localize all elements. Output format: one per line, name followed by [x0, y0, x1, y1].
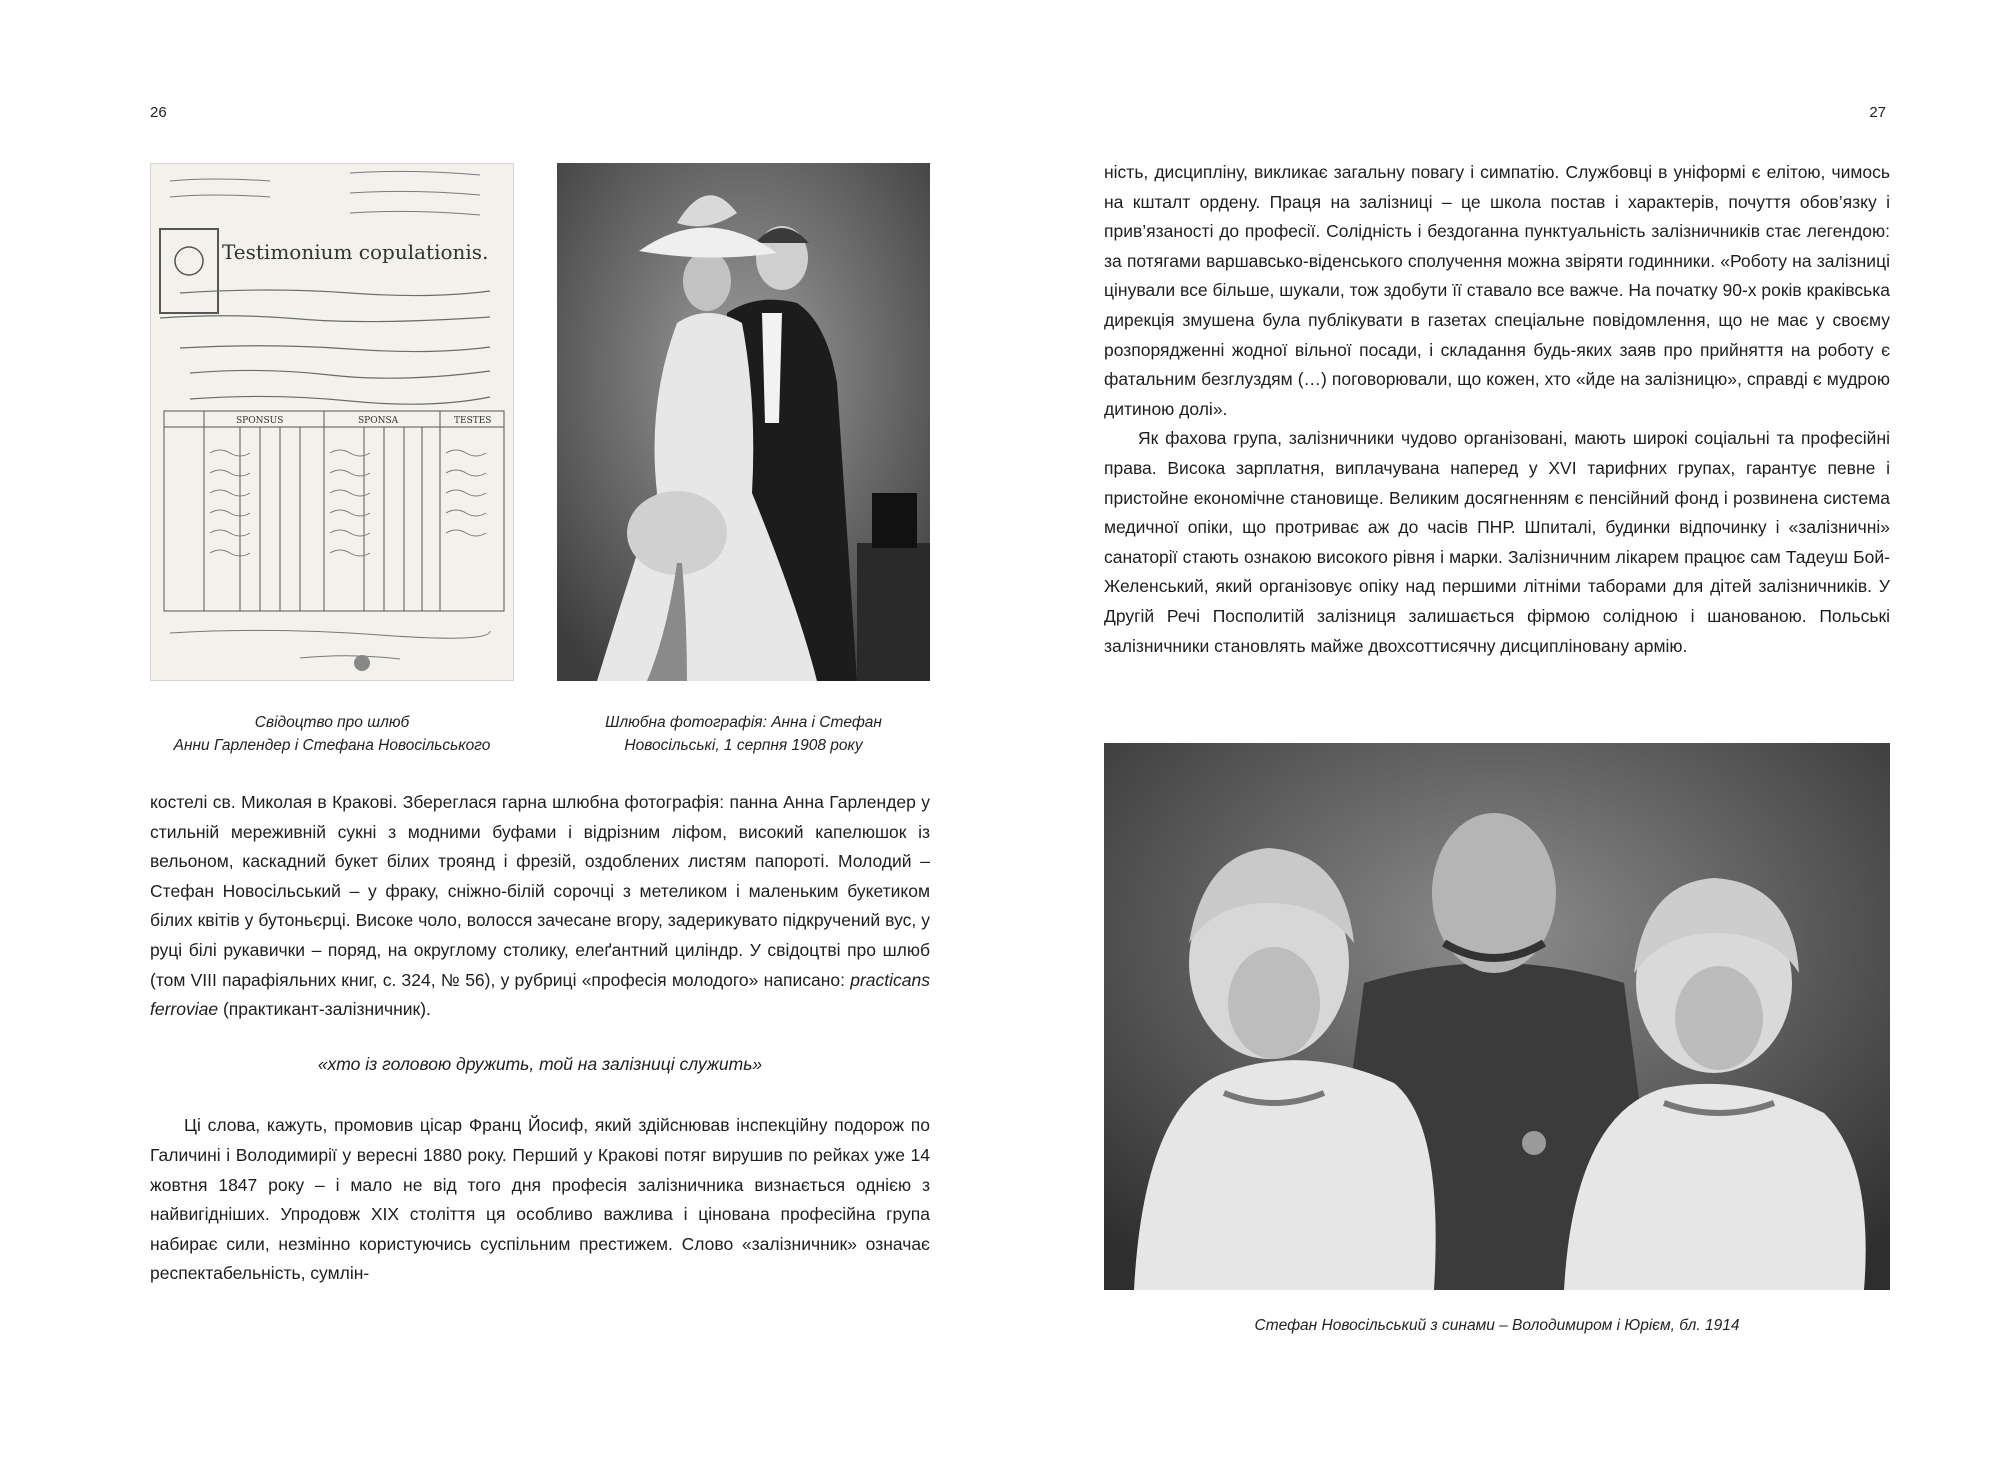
wedding-photo-image	[557, 163, 930, 681]
wedding-caption-line2: Новосільські, 1 серпня 1908 року	[624, 737, 863, 754]
left-paragraph-1-start: костелі св. Миколая в Кракові. Збереглася гарна шлюбна фотографія: панна Анна Гарлендер у стильній мереживній сукні з модними буфами і відрізним ліфом, високий капелюшок із вельоном, каскадний букет білих троянд і фрезій, оздоблених листям папороті. Молодий – Стефан Новосільський – у фраку, сніжно-білій сорочці з метеликом і маленьким букетиком білих квітів у бутоньєрці. Високе чоло, волосся зачесане вгору, задерикувато підкручений вус, у руці білі рукавички – поряд, на округлому столику, елеґантний циліндр. У свідоцтві про шлюб (том VIII парафіяльних книг, с. 324, № 56), у рубриці «професія молодого» написано:	[150, 792, 930, 990]
right-paragraph-1: ність, дисципліну, викликає загальну повагу і симпатію. Службовці в уніформі є елітою, чимось на кшталт ордену. Праця на залізниці – це школа постав і характерів, почуття обов’язку і прив’язаності до професії. Солідність і бездоганна пунктуальність залізничників стає легендою: за потягами варшавсько-віденського сполучення можна звіряти годинники. «Роботу на залізниці цінували все більше, шукали, тож здобути її ставало все важче. На початку 90-х років краківська дирекція змушена була публікувати в газетах спеціальне повідомлення, що не має у своєму розпорядженні жодної вільної посади, і складання будь-яких заяв про прийняття на роботу є фатальним безглуздям (…) поговорювали, що кожен, хто «йде на залізницю», справді є мудрою дитиною долі».	[1104, 162, 1890, 419]
certificate-col-testes: TESTES	[454, 416, 492, 426]
right-paragraph-2: Як фахова група, залізничники чудово організовані, мають широкі соціальні та професійні права. Висока зарплатня, виплачувана наперед у XVI тарифних групах, гарантує певне і пристойне економічне становище. Великим досягненням є пенсійний фонд і розвинена система медичної опіки, що протриває аж до часів ПНР. Шпиталі, будинки відпочинку і «залізничні» санаторії стають ознакою високого рівня і марки. Залізничним лікарем працює сам Тадеуш Бой-Желенський, який організовує опіку над першими літніми таборами для дітей залізничників. У Другій Речі Посполитій залізниця залишається фірмою солідною і шанованою. Польські залізничники становлять майже двохсоттисячну дисципліновану армію.	[1104, 428, 1890, 656]
wedding-caption-line1: Шлюбна фотографія: Анна і Стефан	[605, 714, 882, 731]
family-photo-caption: Стефан Новосільський з синами – Володимиром і Юрієм, бл. 1914	[1254, 1317, 1740, 1334]
certificate-title: Testimonium copulationis.	[222, 240, 489, 264]
page-number-right: 27	[1869, 104, 1886, 121]
left-body-text	[150, 788, 930, 1289]
certificate-caption-line1: Свідоцтво про шлюб	[254, 714, 410, 731]
left-paragraph-2: Ці слова, кажуть, промовив цісар Франц Йосиф, який здійснював інспекційну подорож по Галичині і Володимирії у вересні 1880 року. Перший у Кракові потяг вирушив по рейках уже 14 жовтня 1847 року – і мало не від того дня професія залізничника визнається однією з найвигідніших. Упродовж ХІХ століття ця особливо важлива і цінована професійна група набирає сили, незмінно користуючись суспільним престижем. Слово «залізничник» означає респектабельність, сумлін-	[150, 1115, 930, 1284]
quote-heading: «хто із головою дружить, той на залізниці служить»	[317, 1053, 763, 1074]
left-paragraph-1-end: (практикант-залізничник).	[222, 999, 431, 1020]
wedding-photo-caption	[557, 711, 930, 757]
certificate-caption-line2: Анни Гарлендер і Стефана Новосільського	[173, 737, 491, 754]
marriage-certificate-image	[150, 163, 514, 681]
family-photo-image	[1104, 743, 1890, 1290]
certificate-col-sponsa: SPONSA	[358, 416, 399, 426]
left-paragraph-1	[150, 788, 930, 1025]
page-number-left: 26	[150, 104, 167, 121]
latin-term: practicans ferroviae	[150, 969, 930, 1020]
right-body-text	[1104, 158, 1890, 661]
certificate-col-sponsus: SPONSUS	[236, 416, 284, 426]
certificate-caption	[150, 711, 514, 757]
right-page	[1004, 0, 2008, 1476]
